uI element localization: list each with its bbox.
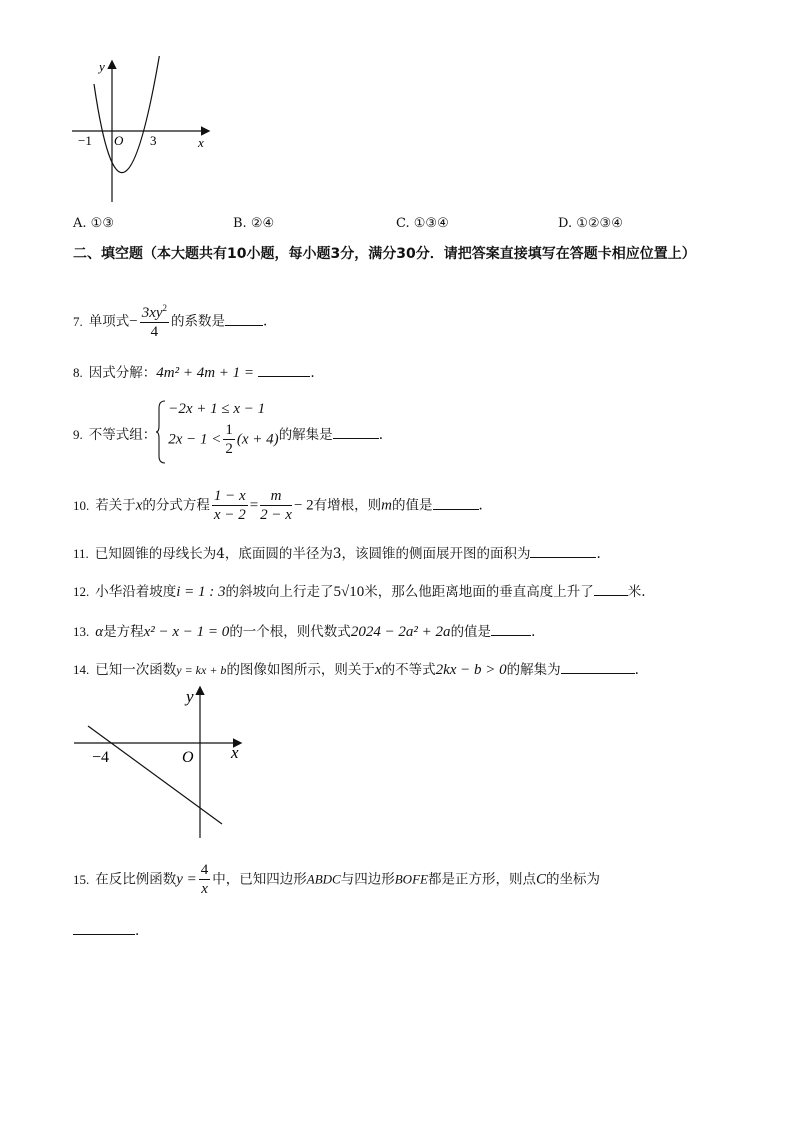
question-13: [73, 621, 535, 641]
answer-blank-8[interactable]: [258, 362, 310, 377]
q9-end: .: [378, 427, 383, 443]
q14-inequality: 2kx − b > 0: [435, 662, 507, 678]
q9-row2-left: 2x − 1 <: [168, 431, 222, 448]
q11-text: 已知圆锥的母线长为4，底面圆的半径为3，该圆锥的侧面展开图的面积为: [94, 546, 531, 562]
q15-prefix: 在反比例函数: [95, 871, 177, 888]
q12-suffix: 米，那么他距离地面的垂直高度上升了: [364, 584, 594, 600]
q13-suffix: 的值是: [450, 624, 492, 640]
question-number: 11.: [73, 546, 89, 561]
q9-half-denominator: 2: [225, 441, 233, 458]
q9-system: [156, 400, 278, 458]
question-number: 14.: [73, 662, 90, 677]
q10-right-numerator: m: [260, 488, 292, 506]
choice-b[interactable]: [233, 216, 274, 231]
q15-end: .: [135, 923, 140, 939]
answer-blank-15[interactable]: [73, 920, 135, 935]
answer-blank-10[interactable]: [433, 495, 479, 510]
question-number: 9.: [73, 427, 83, 442]
graph1-y-label: y: [99, 59, 105, 74]
q9-row2-right: (x + 4): [236, 431, 279, 448]
graph2-y-label: y: [186, 687, 194, 706]
q15-middle-3: 都是正方形，则点: [427, 871, 536, 888]
q8-expression: 4m² + 4m + 1 =: [156, 365, 255, 381]
q10-variable: x: [135, 497, 143, 514]
q12-prefix: 小华沿着坡度: [95, 584, 177, 600]
graph1-x-label: x: [198, 135, 204, 150]
q12-slope: i = 1 : 3: [176, 584, 226, 600]
q14-variable: x: [374, 662, 382, 678]
q15-middle-2: 与四边形: [340, 871, 395, 888]
question-number: 10.: [73, 497, 90, 513]
question-number: 8.: [73, 365, 83, 380]
q15-point-c: C: [535, 871, 546, 888]
answer-blank-11[interactable]: [530, 543, 596, 558]
question-12: [73, 581, 646, 601]
q10-middle: 的分式方程: [142, 497, 210, 514]
q15-quad-abdc: ABDC: [306, 871, 341, 887]
question-number: 12.: [73, 584, 90, 599]
q7-sign: −: [129, 313, 138, 330]
q12-end: 米.: [627, 584, 646, 600]
question-15: [73, 862, 600, 898]
q11-end: .: [596, 546, 601, 562]
answer-blank-13[interactable]: [491, 621, 531, 636]
question-15-answer-line: [73, 920, 139, 939]
q13-expression: 2024 − 2a² + 2a: [350, 624, 451, 640]
q10-variable-m: m: [381, 497, 393, 514]
q9-row1: −2x + 1 ≤ x − 1: [168, 401, 266, 417]
q10-right-denominator: 2 − x: [260, 507, 292, 524]
question-14: [73, 659, 639, 679]
q15-fraction: [199, 862, 211, 898]
choice-text: ①③: [90, 216, 114, 231]
parabola-graph: [68, 56, 218, 208]
linear-function-graph: [70, 682, 250, 842]
q15-numerator: 4: [199, 862, 211, 880]
q8-end: .: [310, 365, 315, 381]
q10-prefix: 若关于: [95, 497, 136, 514]
question-7: [73, 303, 267, 341]
q8-prefix: 因式分解：: [88, 365, 157, 381]
q12-distance: 5√10: [333, 584, 365, 600]
question-9: [73, 400, 383, 458]
q14-end: .: [634, 662, 639, 678]
q9-half-fraction: [223, 422, 235, 458]
q15-suffix: 的坐标为: [545, 871, 600, 888]
q9-prefix: 不等式组：: [88, 427, 157, 443]
q15-y-equals: y =: [176, 871, 197, 888]
q12-middle: 的斜坡向上行走了: [225, 584, 334, 600]
function-line: [88, 726, 222, 824]
q7-prefix: 单项式: [88, 313, 130, 330]
graph1-neg-label: −1: [78, 133, 92, 148]
q14-middle-2: 的不等式: [381, 662, 436, 678]
q14-middle: 的图像如图所示，则关于: [226, 662, 375, 678]
graph1-origin-label: O: [114, 133, 124, 148]
question-11: [73, 543, 601, 562]
choice-letter: B.: [233, 216, 247, 231]
q10-fraction-right: [260, 488, 292, 524]
q13-equation: x² − x − 1 = 0: [143, 624, 230, 640]
q13-middle: 的一个根，则代数式: [229, 624, 351, 640]
choice-text: ①②③④: [576, 216, 623, 231]
choice-c[interactable]: [396, 216, 449, 231]
choice-text: ①③④: [413, 216, 449, 231]
q10-end: .: [478, 497, 483, 514]
q10-minus-term: − 2: [293, 497, 314, 514]
q10-fraction-left: [212, 488, 248, 524]
question-number: 13.: [73, 624, 90, 639]
q13-prefix: 是方程: [103, 624, 144, 640]
q14-function: y = kx + b: [176, 663, 227, 677]
answer-blank-9[interactable]: [333, 424, 379, 439]
q15-quad-bofe: BOFE: [394, 871, 428, 887]
q10-equals: =: [249, 497, 259, 514]
q13-end: .: [531, 624, 536, 640]
q15-denominator: x: [201, 881, 208, 898]
answer-blank-14[interactable]: [561, 659, 635, 674]
q15-middle: 中，已知四边形: [212, 871, 307, 888]
graph2-origin-label: O: [182, 749, 194, 766]
q7-denominator: 4: [150, 324, 159, 341]
question-number: 15.: [73, 871, 90, 887]
graph1-pos-label: 3: [150, 133, 157, 148]
choice-letter: D.: [558, 216, 573, 231]
choice-d[interactable]: [558, 216, 623, 231]
answer-blank-7[interactable]: [225, 311, 263, 326]
q10-left-numerator: 1 − x: [212, 488, 248, 506]
answer-blank-12[interactable]: [594, 581, 628, 596]
choice-letter: C.: [396, 216, 410, 231]
q14-prefix: 已知一次函数: [95, 662, 177, 678]
q7-suffix: 的系数是: [171, 313, 226, 330]
q7-numerator: 3xy: [141, 305, 163, 321]
q9-half-numerator: 1: [223, 422, 235, 440]
q10-suffix: 有增根，则: [313, 497, 382, 514]
q10-left-denominator: x − 2: [213, 507, 246, 524]
q13-variable: α: [95, 624, 104, 640]
q7-exponent: 2: [162, 303, 168, 313]
choice-a[interactable]: [73, 216, 114, 231]
q7-fraction: [140, 303, 169, 341]
graph2-x-label: x: [231, 743, 239, 762]
question-8: [73, 362, 315, 382]
q10-suffix-2: 的值是: [392, 497, 433, 514]
q7-end: .: [263, 313, 268, 330]
choice-text: ②④: [250, 216, 275, 231]
choice-letter: A.: [73, 216, 87, 231]
q9-suffix: 的解集是: [278, 427, 333, 443]
question-number: 7.: [73, 313, 83, 329]
section-title: 二、填空题（本大题共有10小题，每小题3分，满分30分．请把答案直接填写在答题卡相应位置上）: [73, 246, 696, 262]
question-10: [73, 488, 483, 524]
graph2-neg-label: −4: [92, 749, 110, 766]
q14-suffix: 的解集为: [506, 662, 561, 678]
brace-icon: [156, 400, 166, 464]
